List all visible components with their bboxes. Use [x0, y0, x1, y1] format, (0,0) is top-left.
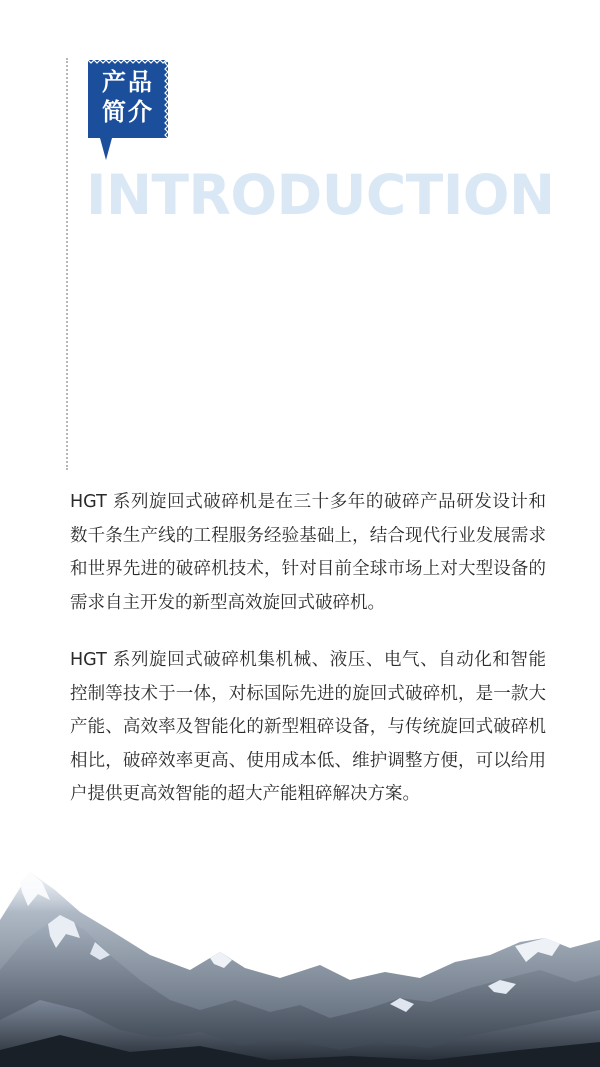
mountain-range-image	[0, 860, 600, 1067]
vertical-dotted-divider	[66, 58, 68, 470]
introduction-heading: INTRODUCTION	[86, 163, 555, 227]
badge-label	[88, 67, 168, 127]
description-paragraph-2: HGT 系列旋回式破碎机集机械、液压、电气、自动化和智能控制等技术于一体，对标国际先进的旋回式破碎机，是一款大产能、高效率及智能化的新型粗碎设备，与传统旋回式破碎机相比，破碎效率更高、使用成本低、维护调整方便，可以给用户提供更高效智能的超大产能粗碎解决方案。	[70, 650, 546, 804]
description-paragraph-1: HGT 系列旋回式破碎机是在三十多年的破碎产品研发设计和数千条生产线的工程服务经验基础上，结合现代行业发展需求和世界先进的破碎机技术，针对目前全球市场上对大型设备的需求自主开发的新型高效旋回式破碎机。	[70, 492, 546, 613]
badge-line-1: 产品	[102, 68, 154, 96]
product-description	[70, 486, 546, 836]
section-badge	[88, 60, 168, 160]
badge-line-2: 简介	[102, 98, 154, 126]
